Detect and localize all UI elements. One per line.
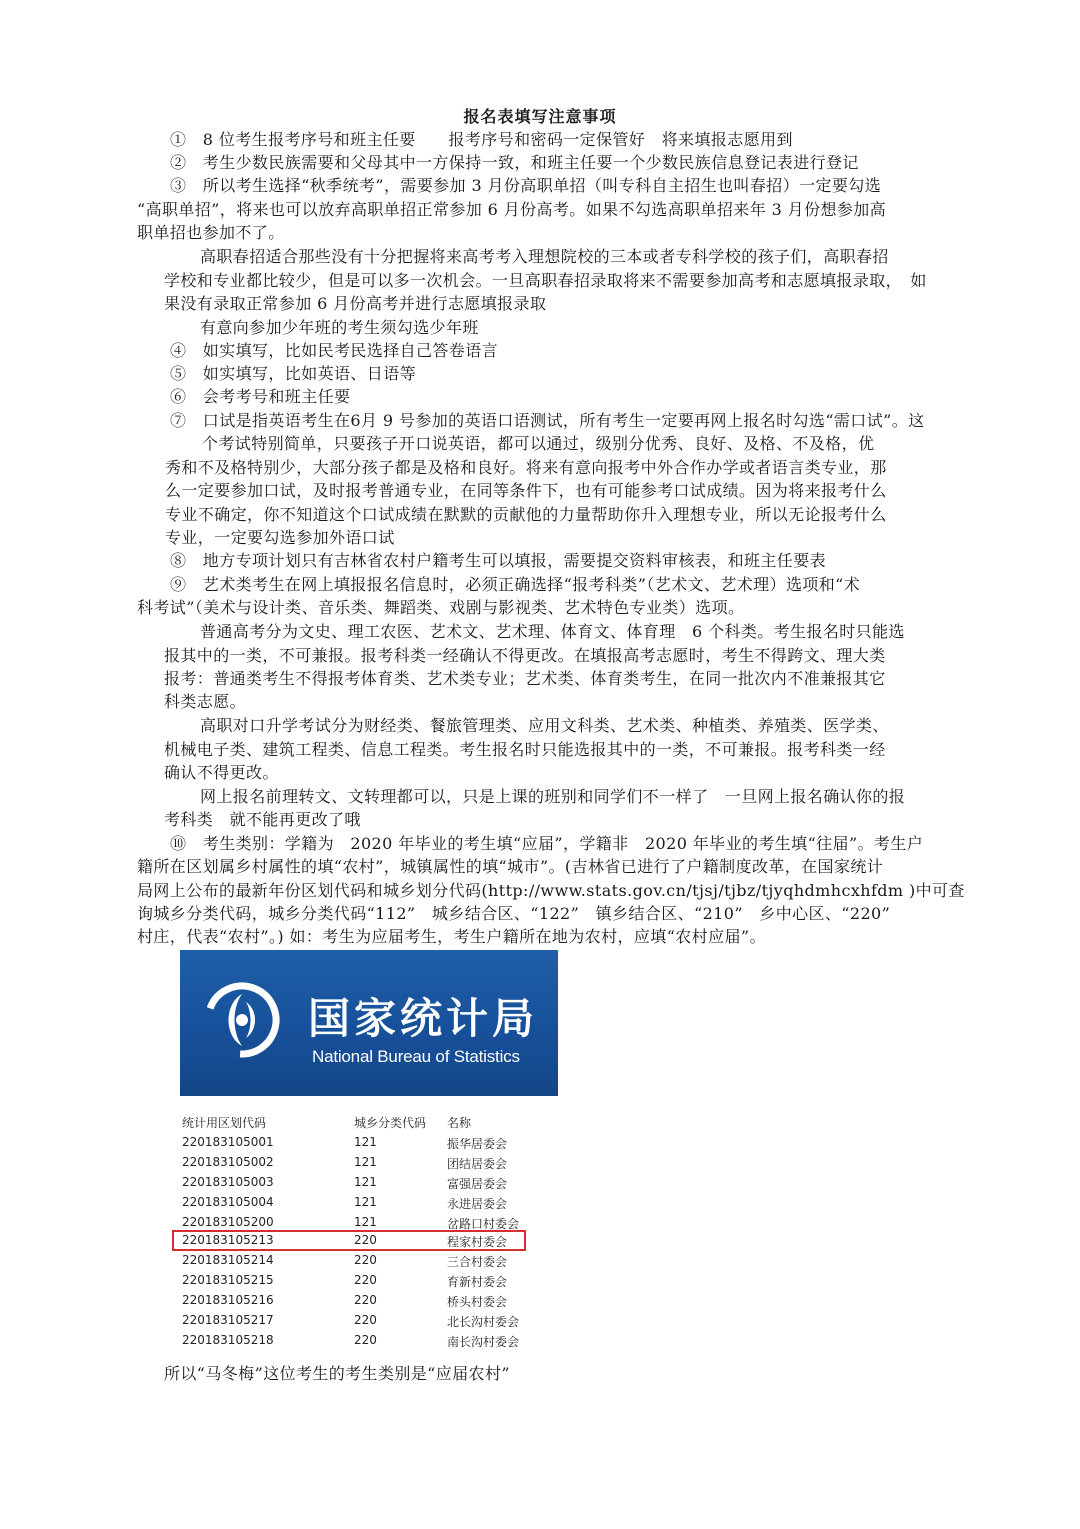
table-row <box>180 1293 540 1313</box>
text-line: ⑩ 考生类别：学籍为 2020 年毕业的考生填“应届”，学籍非 2020 年毕业的考生填“往届”。考生户 <box>170 834 924 853</box>
table-cell: 220 <box>354 1273 377 1287</box>
table-cell: 岔路口村委会 <box>447 1217 520 1231</box>
table-cell: 121 <box>354 1195 377 1209</box>
text-line: 普通高考分为文史、理工农医、艺术文、艺术理、体育文、体育理 6 个科类。考生报名时只能选 <box>200 622 905 641</box>
text-line: 秀和不及格特别少，大部分孩子都是及格和良好。将来有意向报考中外合作办学或者语言类专业，那 <box>165 458 887 477</box>
table-cell: 北长沟村委会 <box>447 1315 520 1329</box>
table-row <box>180 1253 540 1273</box>
text-line: ⑤ 如实填写，比如英语、日语等 <box>170 364 417 383</box>
text-line: ② 考生少数民族需要和父母其中一方保持一致，和班主任要一个少数民族信息登记表进行登记 <box>170 153 859 172</box>
text-line: 局网上公布的最新年份区划代码和城乡划分代码(http://www.stats.gov.cn/tjsj/tjbz/tjyqhdmhcxhfdm )中可查 <box>137 881 965 900</box>
text-line: 籍所在区划属乡村属性的填“农村”，城镇属性的填“城市”。(吉林省已进行了户籍制度改革，在国家统计 <box>137 857 884 876</box>
text-line: ⑥ 会考考号和班主任要 <box>170 387 351 406</box>
document-title: 报名表填写注意事项 <box>463 107 617 126</box>
table-row <box>180 1135 540 1155</box>
table-cell: 220183105200 <box>182 1215 274 1229</box>
text-line: 机械电子类、建筑工程类、信息工程类。考生报名时只能选报其中的一类，不可兼报。报考科类一经 <box>164 740 886 759</box>
text-line: ④ 如实填写，比如民考民选择自己答卷语言 <box>170 341 499 360</box>
header-class: 城乡分类代码 <box>354 1116 427 1130</box>
text-line: 个考试特别简单，只要孩子开口说英语，都可以通过，级别分优秀、良好、及格、不及格，优 <box>202 434 875 453</box>
text-line: 网上报名前理转文、文转理都可以，只是上课的班别和同学们不一样了 一旦网上报名确认你的报 <box>200 787 906 806</box>
table-cell: 220183105218 <box>182 1333 274 1347</box>
text-line: 报考：普通类考生不得报考体育类、艺术类专业；艺术类、体育类考生，在同一批次内不准兼报其它 <box>164 669 886 688</box>
table-cell: 220 <box>354 1293 377 1307</box>
table-cell: 220183105215 <box>182 1273 274 1287</box>
table-row <box>180 1155 540 1175</box>
text-line: 确认不得更改。 <box>164 763 279 782</box>
table-cell: 三合村委会 <box>447 1255 508 1269</box>
text-line: ⑨ 艺术类考生在网上填报报名信息时，必须正确选择“报考科类”（艺术文、艺术理）选项和“术 <box>170 575 861 594</box>
table-cell: 220183105216 <box>182 1293 274 1307</box>
table-cell: 220183105003 <box>182 1175 274 1189</box>
table-cell: 南长沟村委会 <box>447 1335 520 1349</box>
text-line: 有意向参加少年班的考生须勾选少年班 <box>200 318 479 337</box>
table-cell: 振华居委会 <box>447 1137 508 1151</box>
text-line: ① 8 位考生报考序号和班主任要 报考序号和密码一定保管好 将来填报志愿用到 <box>170 130 793 149</box>
nbs-banner <box>180 950 558 1096</box>
text-line: 高职春招适合那些没有十分把握将来高考考入理想院校的三本或者专科学校的孩子们，高职春招 <box>200 247 889 266</box>
text-line: 报其中的一类，不可兼报。报考科类一经确认不得更改。在填报高考志愿时，考生不得跨文、理大类 <box>164 646 886 665</box>
table-cell: 220 <box>354 1253 377 1267</box>
nbs-logo-icon <box>202 980 282 1060</box>
table-row <box>180 1195 540 1215</box>
table-cell: 220 <box>354 1333 377 1347</box>
table-cell: 富强居委会 <box>447 1177 508 1191</box>
text-line: 果没有录取正常参加 6 月份高考并进行志愿填报录取 <box>164 294 547 313</box>
highlight-box <box>172 1230 526 1251</box>
table-cell: 121 <box>354 1175 377 1189</box>
text-line: 专业，一定要勾选参加外语口试 <box>165 528 395 547</box>
table-cell: 220183105004 <box>182 1195 274 1209</box>
table-cell: 220 <box>354 1233 377 1247</box>
text-line: ⑧ 地方专项计划只有吉林省农村户籍考生可以填报，需要提交资料审核表，和班主任要表 <box>170 551 827 570</box>
text-line: 么一定要参加口试，及时报考普通专业，在同等条件下，也有可能参考口试成绩。因为将来报考什么 <box>165 481 887 500</box>
table-cell: 程家村委会 <box>447 1235 508 1249</box>
text-line: 村庄，代表“农村”。) 如：考生为应届考生，考生户籍所在地为农村，应填“农村应届”。 <box>137 927 766 946</box>
table-cell: 220183105214 <box>182 1253 274 1267</box>
table-row <box>180 1333 540 1353</box>
text-line: 科类志愿。 <box>164 692 247 711</box>
table-cell: 220183105002 <box>182 1155 274 1169</box>
text-line: 询城乡分类代码，城乡分类代码“112” 城乡结合区、“122” 镇乡结合区、“210” 乡中心区、“220” <box>137 904 891 923</box>
banner-title-cn: 国家统计局 <box>308 994 539 1043</box>
text-line: 科考试”（美术与设计类、音乐类、舞蹈类、戏剧与影视类、艺术特色专业类）选项。 <box>137 598 745 617</box>
header-code: 统计用区划代码 <box>182 1116 267 1130</box>
table-cell: 团结居委会 <box>447 1157 508 1171</box>
text-line: 高职对口升学考试分为财经类、餐旅管理类、应用文科类、艺术类、种植类、养殖类、医学类、 <box>200 716 889 735</box>
table-cell: 育新村委会 <box>447 1275 508 1289</box>
conclusion-text: 所以“马冬梅”这位考生的考生类别是“应届农村” <box>164 1364 510 1383</box>
table-row <box>180 1313 540 1333</box>
table-cell: 220183105213 <box>182 1233 274 1247</box>
table-cell: 桥头村委会 <box>447 1295 508 1309</box>
text-line: 专业不确定，你不知道这个口试成绩在默默的贡献他的力量帮助你升入理想专业，所以无论报考什么 <box>165 505 887 524</box>
table-cell: 121 <box>354 1135 377 1149</box>
table-cell: 220183105001 <box>182 1135 274 1149</box>
table-cell: 220183105217 <box>182 1313 274 1327</box>
header-name: 名称 <box>447 1116 472 1130</box>
table-cell: 121 <box>354 1215 377 1229</box>
table-row <box>180 1273 540 1293</box>
banner-title-en: National Bureau of Statistics <box>312 1047 520 1066</box>
table-cell: 永进居委会 <box>447 1197 508 1211</box>
text-line: 考科类 就不能再更改了哦 <box>164 810 361 829</box>
text-line: 职单招也参加不了。 <box>137 223 285 242</box>
text-line: ⑦ 口试是指英语考生在6月 9 号参加的英语口语测试，所有考生一定要再网上报名时勾选“需口试”。这 <box>170 411 925 430</box>
text-line: ③ 所以考生选择“秋季统考”，需要参加 3 月份高职单招（叫专科自主招生也叫春招）一定要勾选 <box>170 176 882 195</box>
table-cell: 220 <box>354 1313 377 1327</box>
table-cell: 121 <box>354 1155 377 1169</box>
table-row <box>180 1175 540 1195</box>
text-line: “高职单招”，将来也可以放弃高职单招正常参加 6 月份高考。如果不勾选高职单招来年 3 月份想参加高 <box>137 200 887 219</box>
table-header <box>180 1114 540 1134</box>
text-line: 学校和专业都比较少，但是可以多一次机会。一旦高职春招录取将来不需要参加高考和志愿填报录取， 如 <box>164 271 927 290</box>
